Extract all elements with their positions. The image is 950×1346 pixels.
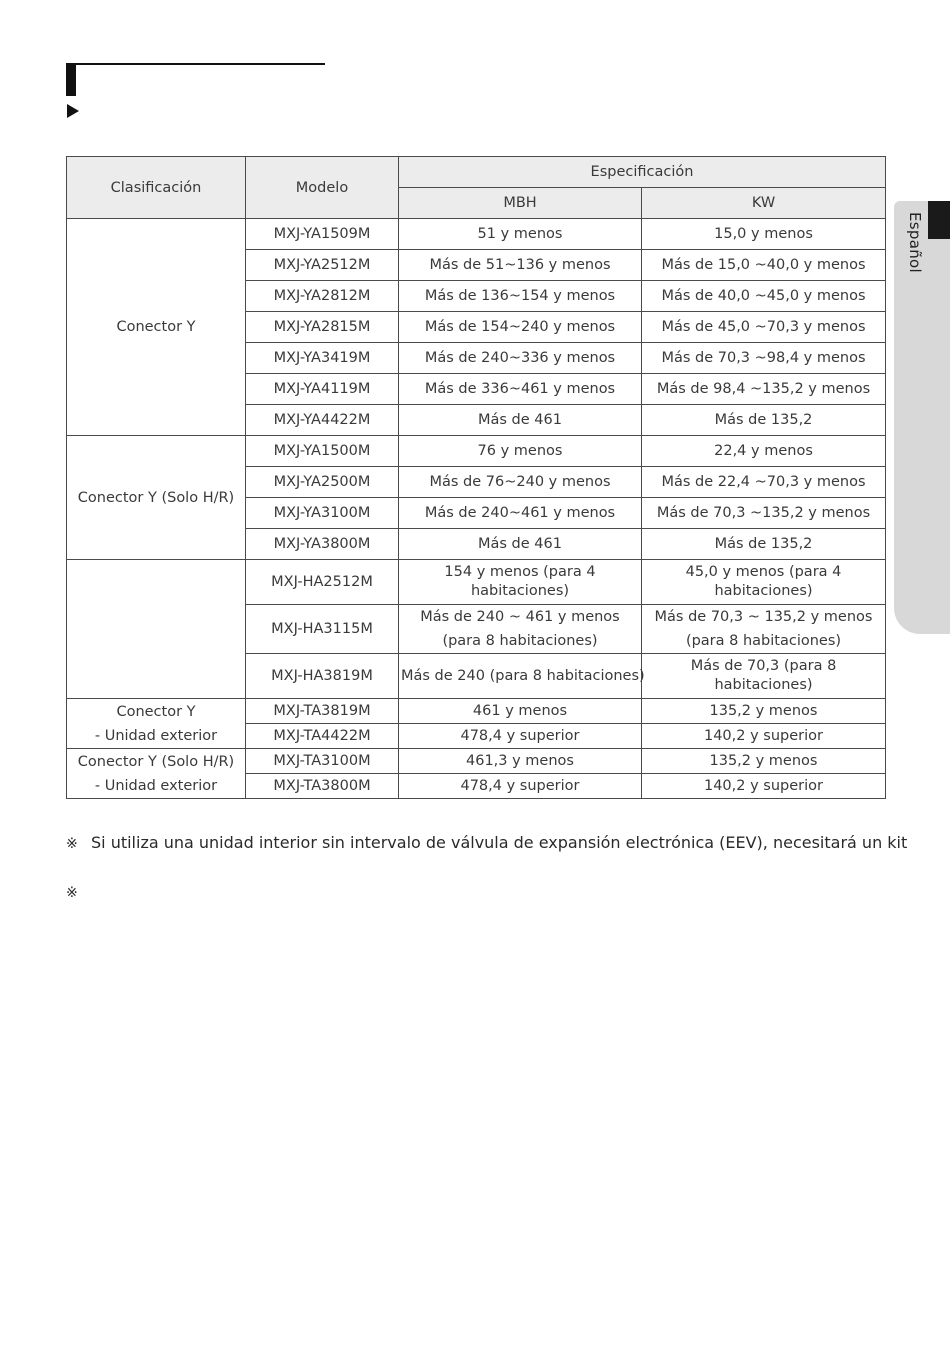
group-label-line1: Conector Y (Solo H/R) bbox=[77, 753, 235, 770]
model-cell: MXJ-HA3115M bbox=[246, 605, 399, 654]
model-cell: MXJ-YA2815M bbox=[246, 312, 399, 343]
kw-cell: Más de 15,0 ~40,0 y menos bbox=[642, 250, 886, 281]
section-title-rule bbox=[76, 63, 325, 65]
kw-cell: 135,2 y menos bbox=[642, 749, 886, 774]
kw-cell: Más de 98,4 ~135,2 y menos bbox=[642, 374, 886, 405]
kw-cell: 22,4 y menos bbox=[642, 436, 886, 467]
header-clasificacion: Clasificación bbox=[67, 157, 246, 219]
kw-cell: Más de 70,3 (para 8 habitaciones) bbox=[642, 654, 886, 699]
play-arrow-icon bbox=[67, 104, 79, 118]
model-cell: MXJ-YA4119M bbox=[246, 374, 399, 405]
kw-cell: 15,0 y menos bbox=[642, 219, 886, 250]
header-especificacion: Especificación bbox=[399, 157, 886, 188]
mbh-cell: Más de 240~461 y menos bbox=[399, 498, 642, 529]
group-label bbox=[67, 560, 246, 699]
header-mbh: MBH bbox=[399, 188, 642, 219]
group-label-line2: - Unidad exterior bbox=[94, 777, 218, 794]
mbh-cell: Más de 461 bbox=[399, 529, 642, 560]
table-row bbox=[67, 436, 886, 467]
kw-cell: Más de 70,3 ~135,2 y menos bbox=[642, 498, 886, 529]
group-label-line1: Conector Y bbox=[116, 703, 196, 720]
mbh-cell: 461 y menos bbox=[399, 699, 642, 724]
model-cell: MXJ-YA3800M bbox=[246, 529, 399, 560]
model-cell: MXJ-TA4422M bbox=[246, 724, 399, 749]
table-row bbox=[67, 219, 886, 250]
kw-cell: Más de 135,2 bbox=[642, 529, 886, 560]
kw-cell: Más de 135,2 bbox=[642, 405, 886, 436]
kw-cell: Más de 22,4 ~70,3 y menos bbox=[642, 467, 886, 498]
table-row bbox=[67, 699, 886, 724]
model-cell: MXJ-YA2512M bbox=[246, 250, 399, 281]
table-row bbox=[67, 560, 886, 605]
footnote-text: Si utiliza una unidad interior sin intervalo de válvula de expansión electrónica (EEV), necesitará un kit bbox=[91, 833, 908, 852]
group-label-line2: - Unidad exterior bbox=[94, 727, 218, 744]
kw-cell: 135,2 y menos bbox=[642, 699, 886, 724]
kw-cell: Más de 70,3 ~98,4 y menos bbox=[642, 343, 886, 374]
mbh-cell: Más de 136~154 y menos bbox=[399, 281, 642, 312]
model-cell: MXJ-HA2512M bbox=[246, 560, 399, 605]
mbh-cell: Más de 240 (para 8 habitaciones) bbox=[399, 654, 642, 699]
reference-mark-icon: ※ bbox=[66, 885, 78, 901]
mbh-cell: Más de 154~240 y menos bbox=[399, 312, 642, 343]
header-kw: KW bbox=[642, 188, 886, 219]
mbh-cell: Más de 336~461 y menos bbox=[399, 374, 642, 405]
group-label bbox=[67, 699, 246, 749]
model-cell: MXJ-TA3800M bbox=[246, 774, 399, 799]
mbh-cell: 478,4 y superior bbox=[399, 774, 642, 799]
mbh-cell: 51 y menos bbox=[399, 219, 642, 250]
model-cell: MXJ-TA3100M bbox=[246, 749, 399, 774]
model-cell: MXJ-YA1500M bbox=[246, 436, 399, 467]
language-label: Español bbox=[906, 212, 924, 273]
specification-table bbox=[66, 156, 886, 799]
mbh-cell: Más de 461 bbox=[399, 405, 642, 436]
footnote bbox=[66, 882, 91, 901]
mbh-cell: 461,3 y menos bbox=[399, 749, 642, 774]
mbh-cell: Más de 76~240 y menos bbox=[399, 467, 642, 498]
kw-cell: Más de 45,0 ~70,3 y menos bbox=[642, 312, 886, 343]
section-title-marker bbox=[66, 63, 76, 96]
mbh-cell: Más de 240~336 y menos bbox=[399, 343, 642, 374]
table-row bbox=[67, 749, 886, 774]
kw-cell: 140,2 y superior bbox=[642, 774, 886, 799]
reference-mark-icon: ※ bbox=[66, 836, 78, 852]
footnote bbox=[66, 833, 907, 852]
kw-cell: Más de 40,0 ~45,0 y menos bbox=[642, 281, 886, 312]
side-tab-indicator bbox=[928, 201, 950, 239]
model-cell: MXJ-YA1509M bbox=[246, 219, 399, 250]
group-label: Conector Y bbox=[67, 219, 246, 436]
model-cell: MXJ-YA3100M bbox=[246, 498, 399, 529]
model-cell: MXJ-YA3419M bbox=[246, 343, 399, 374]
mbh-cell: 76 y menos bbox=[399, 436, 642, 467]
model-cell: MXJ-YA2812M bbox=[246, 281, 399, 312]
kw-cell: 140,2 y superior bbox=[642, 724, 886, 749]
header-row bbox=[67, 157, 886, 188]
group-label bbox=[67, 749, 246, 799]
model-cell: MXJ-YA2500M bbox=[246, 467, 399, 498]
kw-cell: Más de 70,3 ~ 135,2 y menos (para 8 habitaciones) bbox=[642, 605, 886, 654]
kw-cell: 45,0 y menos (para 4 habitaciones) bbox=[642, 560, 886, 605]
model-cell: MXJ-TA3819M bbox=[246, 699, 399, 724]
header-modelo: Modelo bbox=[246, 157, 399, 219]
mbh-cell: 478,4 y superior bbox=[399, 724, 642, 749]
model-cell: MXJ-HA3819M bbox=[246, 654, 399, 699]
mbh-cell: Más de 51~136 y menos bbox=[399, 250, 642, 281]
mbh-cell: Más de 240 ~ 461 y menos (para 8 habitaciones) bbox=[399, 605, 642, 654]
group-label: Conector Y (Solo H/R) bbox=[67, 436, 246, 560]
model-cell: MXJ-YA4422M bbox=[246, 405, 399, 436]
mbh-cell: 154 y menos (para 4 habitaciones) bbox=[399, 560, 642, 605]
